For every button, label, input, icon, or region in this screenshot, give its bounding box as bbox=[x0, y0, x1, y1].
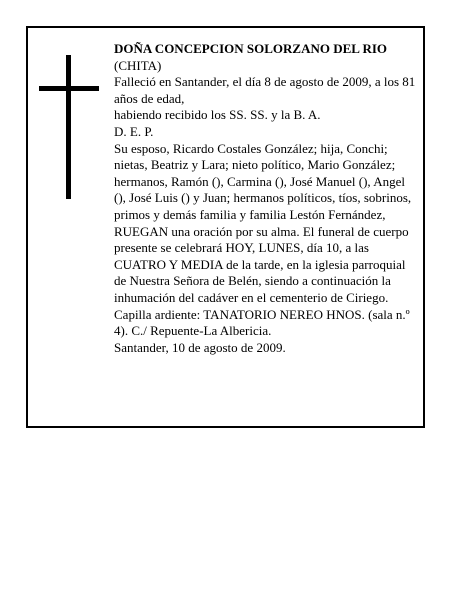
deceased-nickname: (CHITA) bbox=[114, 57, 162, 73]
obituary-notice bbox=[26, 26, 425, 428]
cross-icon bbox=[39, 55, 99, 199]
sacraments-statement: habiendo recibido los SS. SS. y la B. A. bbox=[114, 107, 321, 123]
deceased-name: DOÑA CONCEPCION SOLORZANO DEL RIO bbox=[114, 41, 388, 56]
death-statement: Falleció en Santander, el día 8 de agosto de 2009, a los 81 años de edad, bbox=[114, 74, 416, 106]
family-list: Su esposo, Ricardo Costales González; hija, Conchi; nietas, Beatriz y Lara; nieto político, Mario González; hermanos, Ramón (), Carmina (), José Manuel (), Angel (), José Luis () y Juan; hermanos políticos, tíos, sobrinos, primos y demás familia y familia Lestón Fernández, bbox=[114, 140, 412, 222]
notice-text bbox=[114, 41, 418, 356]
place-and-date: Santander, 10 de agosto de 2009. bbox=[114, 339, 286, 355]
funeral-request: RUEGAN una oración por su alma. El funeral de cuerpo presente se celebrará HOY, LUNES, día 10, a las CUATRO Y MEDIA de la tarde, en la iglesia parroquial de Nuestra Señora de Belén, siendo a continuación la inhumación del cadáver en el cementerio de Ciriego. Capilla ardiente: TANATORIO NEREO HNOS. (sala n.º 4). C./ Repuente-La Albericia. bbox=[114, 223, 410, 339]
cross-horizontal-bar bbox=[39, 86, 99, 91]
rip-abbreviation: D. E. P. bbox=[114, 123, 154, 139]
cross-vertical-bar bbox=[66, 55, 71, 199]
